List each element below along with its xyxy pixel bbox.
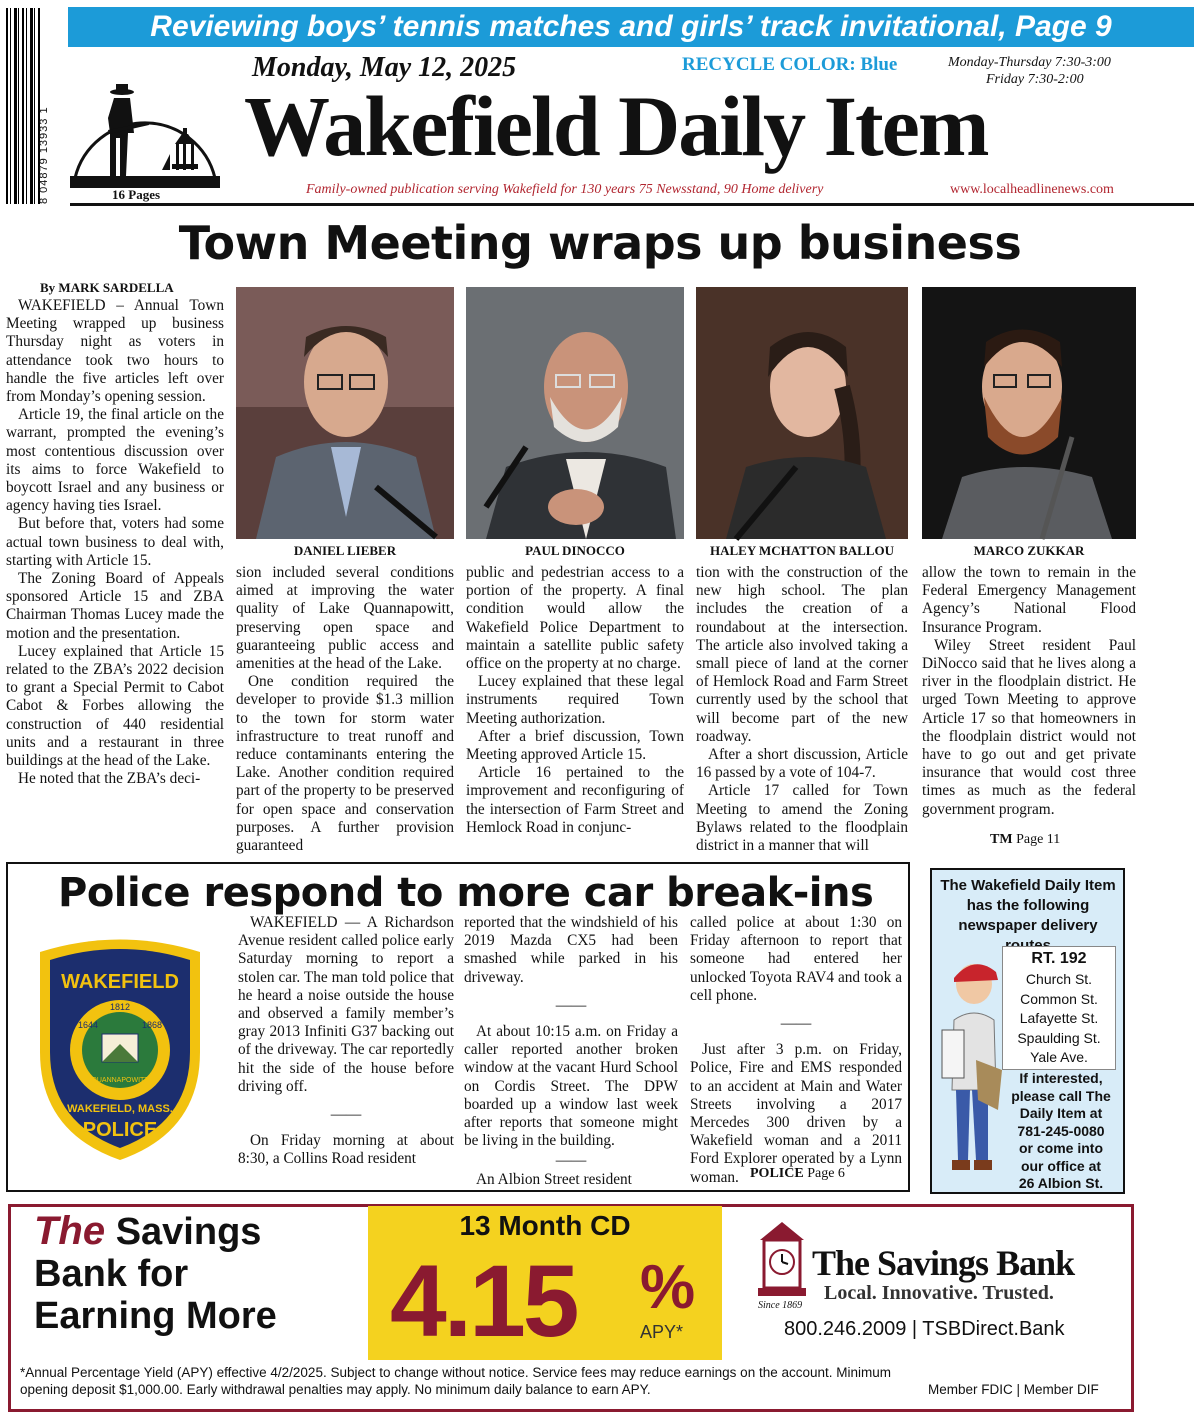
- badge-top-text: WAKEFIELD: [61, 971, 179, 993]
- paragraph: WAKEFIELD — A Richardson Avenue resident called police early Saturday morning to report a stolen car. The man told police that he heard a noise outside the house and observed a family member’s gray 2013 Infiniti G37 backing out of the driveway. The car reportedly hit the side of the house before driving off.: [238, 914, 454, 1095]
- info-line: If interested,: [1019, 1070, 1103, 1086]
- masthead-logo: [70, 58, 220, 188]
- info-line: Daily Item at: [1019, 1105, 1103, 1121]
- street-item: Spaulding St.: [1017, 1029, 1101, 1046]
- delivery-title: [934, 876, 1122, 956]
- bank-name: The Savings Bank: [812, 1243, 1075, 1283]
- delivery-contact-info: [1000, 1070, 1122, 1193]
- ad-line: Earning More: [34, 1295, 277, 1337]
- caption-paul-dinocco: PAUL DINOCCO: [525, 543, 625, 558]
- paragraph: After a brief discussion, Town Meeting approved Article 15.: [466, 727, 684, 764]
- story1-column-4: [696, 564, 908, 854]
- paragraph: public and pedestrian access to a portion of the property. A final condition would allow the Wakefield Police Department to maintain a satellite public safety office on the property at no charge.: [466, 564, 684, 673]
- tagline: Family-owned publication serving Wakefield for 130 years 75 Newsstand, 90 Home delivery: [306, 182, 824, 197]
- cd-apy: APY*: [640, 1322, 684, 1342]
- badge-place-text: WAKEFIELD, MASS.: [67, 1103, 173, 1115]
- paragraph: After a short discussion, Article 16 passed by a vote of 104-7.: [696, 746, 908, 782]
- photo-daniel-lieber: [236, 287, 454, 539]
- photo-haley-mchatton-ballou: [696, 287, 908, 539]
- separator: ——: [555, 1152, 587, 1170]
- jump-tm[interactable]: [990, 832, 1060, 848]
- street-item: Church St.: [1025, 971, 1093, 987]
- paragraph: Article 17 called for Town Meeting to amend the Zoning Bylaws related to the floodplain district in a manner that will: [696, 782, 908, 855]
- info-line: please call The: [1011, 1087, 1111, 1104]
- badge-year-1: 1644: [77, 1020, 99, 1030]
- headline-town-meeting[interactable]: Town Meeting wraps up business: [178, 216, 1022, 270]
- separator: ——: [330, 1106, 362, 1124]
- cd-title: 13 Month CD: [459, 1210, 631, 1241]
- paragraph: Wiley Street resident Paul DiNocco said that he lives along a river in the floodplain district. He urged Town Meeting to approve Article 17 so that homeowners in the floodplain district would not have to go out and get private insurance that would cost three times as much as the federal government program.: [922, 636, 1136, 818]
- caption-haley-mchatton-ballou: HALEY MCHATTON BALLOU: [710, 543, 894, 558]
- paragraph: He noted that the ZBA’s deci-: [18, 770, 201, 788]
- byline: By MARK SARDELLA: [40, 280, 174, 295]
- street-item: Yale Ave.: [1030, 1049, 1088, 1065]
- jump-page: Page 6: [807, 1166, 845, 1181]
- delivery-title-line: newspaper delivery: [958, 917, 1098, 934]
- issue-date: Monday, May 12, 2025: [252, 52, 517, 83]
- paragraph: tion with the construction of the new high school. The plan includes the creation of a roundabout at the intersection. The article also involved taking a small piece of land at the corner of Hemlock Road and Farm Street currently used by the school that will become part of the new roadway.: [696, 564, 908, 745]
- cd-percent: %: [640, 1253, 696, 1322]
- cd-rate: 4.15: [390, 1244, 577, 1358]
- jump-page: Page 11: [1016, 832, 1061, 847]
- paragraph: reported that the windshield of his 2019 Mazda CX5 had been smashed while parked in his driveway.: [464, 914, 678, 986]
- info-line: our office at: [1020, 1157, 1102, 1174]
- info-line: 781-245-0080: [1017, 1122, 1105, 1139]
- paragraph: Article 16 pertained to the improvement and reconfiguring of the intersection of Farm Street and Hemlock Road in conjunc-: [466, 764, 684, 836]
- story2-column-2: [464, 914, 678, 1186]
- ad-line: Savings: [115, 1211, 262, 1253]
- separator: ——: [555, 996, 587, 1014]
- ad-member: Member FDIC | Member DIF: [928, 1382, 1099, 1397]
- photo-paul-dinocco: [466, 287, 684, 539]
- headline-police[interactable]: Police respond to more car break-ins: [58, 870, 874, 916]
- jump-label: TM: [990, 832, 1013, 847]
- badge-bottom-text: POLICE: [82, 1119, 158, 1141]
- info-line: or come into: [1018, 1140, 1103, 1156]
- story1-column-1: [6, 297, 224, 849]
- jump-police[interactable]: [750, 1166, 845, 1182]
- bank-slogan: Local. Innovative. Trusted.: [824, 1282, 1054, 1304]
- police-badge-icon: [30, 932, 210, 1162]
- newspaper-title: Wakefield Daily Item: [244, 78, 988, 174]
- recycle-color: RECYCLE COLOR: Blue: [682, 54, 898, 75]
- paragraph: called police at about 1:30 on Friday afternoon to report that someone had entered her unlocked Toyota RAV4 and took a cell phone.: [690, 914, 902, 1004]
- story1-column-3: [466, 564, 684, 854]
- ad-line: Bank for: [34, 1253, 189, 1295]
- paragraph: sion included several conditions aimed at improving the water quality of Lake Quannapowitt, preserving open space and guaranteeing public access and amenities at the head of the Lake.: [236, 564, 454, 673]
- paragraph: WAKEFIELD – Annual Town Meeting wrapped up business Thursday night as voters in attendance took two hours to handle the five articles left over from Monday’s opening session.: [6, 297, 224, 406]
- paragraph: Lucey explained that Article 15 related to the ZBA’s 2022 decision to grant a Special Permit to Cabot Cabot & Forbes allowing the construction of 440 residential units and a restaurant in three buildings at the head of the Lake.: [6, 642, 224, 770]
- paragraph: An Albion Street resident: [476, 1170, 632, 1188]
- ad-the: The: [34, 1209, 106, 1253]
- paragraph: At about 10:15 a.m. on Friday a caller reported another broken window at the vacant Hurd School on Cordis Street. The DPW boarded up a window last week after reports that someone might be living in the building.: [464, 1023, 678, 1150]
- delivery-title-line: has the following: [966, 897, 1090, 914]
- paragraph: One condition required the developer to provide $1.3 million to the town for storm water infrastructure to treat runoff and reduce contaminants entering the Lake. Another condition required part of the property to be preserved for open space and conservation purposes. A further provision guaranteed: [236, 673, 454, 855]
- ad-fine-print: *Annual Percentage Yield (APY) effective 4/2/2025. Subject to change without notice. Service fees may reduce earnings on the account. Minimum opening deposit $1,000.00. Early withdrawal penalties may apply. No minimum daily balance to earn APY.: [20, 1365, 892, 1397]
- paragraph: Just after 3 p.m. on Friday, Police, Fire and EMS responded to an accident at Main and Water Streets involving a 2017 Mercedes 300 driven by a Wakefield woman and a 2011 Ford Explorer operated by a Lynn woman.: [690, 1041, 902, 1186]
- newspaper-boy-icon: [936, 950, 1006, 1186]
- bank-clock-icon: [752, 1218, 812, 1302]
- page-count: 16 Pages: [112, 187, 161, 202]
- barcode-number: 8 04879 13933 1: [38, 106, 50, 204]
- hours-weekday: Monday-Thursday 7:30-3:00: [948, 55, 1111, 70]
- photo-marco-zukkar: [922, 287, 1136, 539]
- paragraph: But before that, voters had some actual town business to deal with, starting with Article 15.: [6, 515, 224, 569]
- street-item: Common St.: [1020, 990, 1098, 1007]
- paragraph: allow the town to remain in the Federal Emergency Management Agency’s National Flood Insurance Program.: [922, 564, 1136, 636]
- story1-column-2: [236, 564, 454, 854]
- top-banner[interactable]: Reviewing boys’ tennis matches and girls’ track invitational, Page 9: [68, 7, 1194, 47]
- badge-year-2: 1812: [109, 1002, 131, 1012]
- ad-slogan: [34, 1210, 277, 1337]
- bank-contact[interactable]: 800.246.2009 | TSBDirect.Bank: [784, 1318, 1065, 1340]
- paragraph: The Zoning Board of Appeals sponsored Article 15 and ZBA Chairman Thomas Lucey made the motion and the presentation.: [6, 570, 224, 642]
- story1-column-5: [922, 564, 1136, 826]
- route-streets: [1002, 970, 1116, 1068]
- website-link[interactable]: www.localheadlinenews.com: [950, 182, 1114, 197]
- masthead-rule: [70, 203, 1194, 206]
- jump-label: POLICE: [750, 1166, 804, 1181]
- paragraph: On Friday morning at about 8:30, a Collins Road resident: [238, 1132, 454, 1168]
- badge-seal-text: QUANNAPOWITT: [91, 1077, 149, 1084]
- bank-since: Since 1869: [758, 1300, 803, 1311]
- paragraph: Article 19, the final article on the warrant, prompted the evening’s most contentious discussion over its aims to force Wakefield to boycott Israel and any business or agency having ties Israel.: [6, 406, 224, 515]
- caption-marco-zukkar: MARCO ZUKKAR: [973, 543, 1085, 558]
- info-line: 26 Albion St.: [1018, 1175, 1104, 1191]
- paragraph: Lucey explained that these legal instruments required Town Meeting authorization.: [466, 673, 684, 727]
- separator: ——: [780, 1015, 812, 1033]
- hours-friday: Friday 7:30-2:00: [986, 72, 1084, 87]
- street-item: Lafayette St.: [1019, 1010, 1099, 1026]
- delivery-title-line: The Wakefield Daily Item: [940, 877, 1116, 894]
- caption-daniel-lieber: DANIEL LIEBER: [293, 543, 397, 558]
- badge-year-3: 1868: [141, 1020, 163, 1030]
- story2-column-1: [238, 914, 454, 1186]
- route-number: RT. 192: [1031, 950, 1087, 967]
